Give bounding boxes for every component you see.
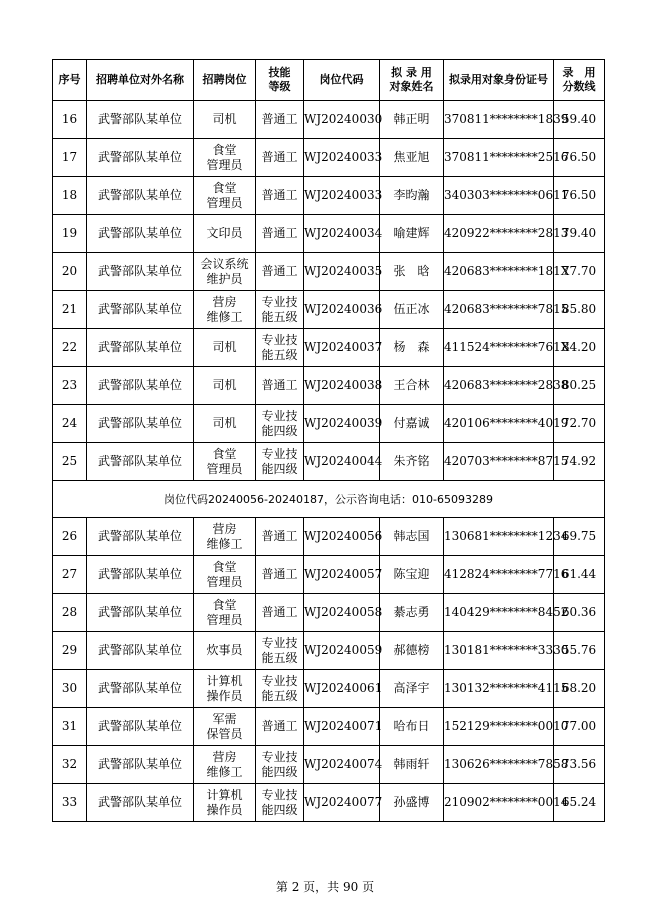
cell-score: 76.50 xyxy=(554,177,605,215)
cell-code: WJ20240030 xyxy=(304,101,380,139)
cell-skill: 普通工 xyxy=(256,253,304,291)
cell-code: WJ20240057 xyxy=(304,556,380,594)
table-row xyxy=(53,746,605,784)
header-position: 招聘岗位 xyxy=(194,60,256,101)
header-code: 岗位代码 xyxy=(304,60,380,101)
cell-skill: 普通工 xyxy=(256,518,304,556)
table-row xyxy=(53,443,605,481)
cell-score: 74.92 xyxy=(554,443,605,481)
cell-code: WJ20240044 xyxy=(304,443,380,481)
cell-id: 130181********3330 xyxy=(444,632,554,670)
cell-unit: 武警部队某单位 xyxy=(87,291,194,329)
cell-unit: 武警部队某单位 xyxy=(87,101,194,139)
cell-name: 朱齐铭 xyxy=(380,443,444,481)
cell-skill: 普通工 xyxy=(256,177,304,215)
header-skill: 技能 等级 xyxy=(256,60,304,101)
table-row xyxy=(53,784,605,822)
cell-score: 59.40 xyxy=(554,101,605,139)
cell-score: 68.20 xyxy=(554,670,605,708)
table-row xyxy=(53,670,605,708)
header-row xyxy=(53,60,605,101)
cell-skill: 普通工 xyxy=(256,215,304,253)
cell-unit: 武警部队某单位 xyxy=(87,784,194,822)
cell-code: WJ20240059 xyxy=(304,632,380,670)
table-row xyxy=(53,291,605,329)
cell-position: 营房 维修工 xyxy=(194,291,256,329)
page-footer: 第 2 页，共 90 页 xyxy=(275,880,375,894)
table-row xyxy=(53,594,605,632)
cell-unit: 武警部队某单位 xyxy=(87,367,194,405)
cell-seq: 25 xyxy=(53,443,87,481)
cell-position: 食堂 管理员 xyxy=(194,139,256,177)
cell-code: WJ20240056 xyxy=(304,518,380,556)
cell-id: 130132********4115 xyxy=(444,670,554,708)
cell-id: 420683********2838 xyxy=(444,367,554,405)
cell-code: WJ20240033 xyxy=(304,177,380,215)
cell-skill: 专业技 能五级 xyxy=(256,329,304,367)
cell-position: 司机 xyxy=(194,405,256,443)
cell-code: WJ20240077 xyxy=(304,784,380,822)
cell-skill: 专业技 能五级 xyxy=(256,670,304,708)
cell-score: 69.75 xyxy=(554,518,605,556)
cell-skill: 普通工 xyxy=(256,708,304,746)
cell-id: 411524********761X xyxy=(444,329,554,367)
cell-name: 喻建辉 xyxy=(380,215,444,253)
cell-score: 85.80 xyxy=(554,291,605,329)
cell-skill: 普通工 xyxy=(256,367,304,405)
cell-unit: 武警部队某单位 xyxy=(87,556,194,594)
cell-code: WJ20240036 xyxy=(304,291,380,329)
cell-skill: 专业技 能四级 xyxy=(256,443,304,481)
table-row xyxy=(53,556,605,594)
cell-id: 152129********0010 xyxy=(444,708,554,746)
cell-seq: 21 xyxy=(53,291,87,329)
cell-position: 炊事员 xyxy=(194,632,256,670)
cell-id: 340303********0611 xyxy=(444,177,554,215)
cell-position: 营房 维修工 xyxy=(194,518,256,556)
header-score: 录 用 分数线 xyxy=(554,60,605,101)
cell-id: 420683********181X xyxy=(444,253,554,291)
cell-unit: 武警部队某单位 xyxy=(87,708,194,746)
cell-seq: 31 xyxy=(53,708,87,746)
cell-unit: 武警部队某单位 xyxy=(87,329,194,367)
cell-id: 420922********2813 xyxy=(444,215,554,253)
cell-code: WJ20240034 xyxy=(304,215,380,253)
table-row xyxy=(53,367,605,405)
cell-score: 65.24 xyxy=(554,784,605,822)
cell-position: 计算机 操作员 xyxy=(194,670,256,708)
cell-position: 计算机 操作员 xyxy=(194,784,256,822)
cell-skill: 专业技 能五级 xyxy=(256,632,304,670)
cell-name: 陈宝迎 xyxy=(380,556,444,594)
cell-score: 60.36 xyxy=(554,594,605,632)
cell-skill: 专业技 能四级 xyxy=(256,405,304,443)
cell-id: 420106********4019 xyxy=(444,405,554,443)
table-row xyxy=(53,253,605,291)
header-unit: 招聘单位对外名称 xyxy=(87,60,194,101)
cell-unit: 武警部队某单位 xyxy=(87,632,194,670)
cell-unit: 武警部队某单位 xyxy=(87,139,194,177)
header-id: 拟录用对象身份证号 xyxy=(444,60,554,101)
cell-score: 77.00 xyxy=(554,708,605,746)
cell-seq: 28 xyxy=(53,594,87,632)
cell-seq: 23 xyxy=(53,367,87,405)
cell-name: 杨 森 xyxy=(380,329,444,367)
cell-seq: 33 xyxy=(53,784,87,822)
table-row xyxy=(53,518,605,556)
cell-seq: 32 xyxy=(53,746,87,784)
cell-unit: 武警部队某单位 xyxy=(87,405,194,443)
cell-skill: 普通工 xyxy=(256,139,304,177)
table-row xyxy=(53,101,605,139)
cell-skill: 普通工 xyxy=(256,594,304,632)
cell-skill: 普通工 xyxy=(256,556,304,594)
notice-text: 岗位代码20240056-20240187，公示咨询电话：010-65093289 xyxy=(53,481,605,518)
cell-position: 司机 xyxy=(194,101,256,139)
cell-name: 哈布日 xyxy=(380,708,444,746)
cell-position: 文印员 xyxy=(194,215,256,253)
cell-name: 綦志勇 xyxy=(380,594,444,632)
cell-score: 55.76 xyxy=(554,632,605,670)
cell-unit: 武警部队某单位 xyxy=(87,670,194,708)
notice-row xyxy=(53,481,605,518)
header-seq: 序号 xyxy=(53,60,87,101)
cell-seq: 18 xyxy=(53,177,87,215)
cell-code: WJ20240038 xyxy=(304,367,380,405)
cell-name: 李昀瀚 xyxy=(380,177,444,215)
cell-id: 370811********1839 xyxy=(444,101,554,139)
cell-id: 210902********0014 xyxy=(444,784,554,822)
cell-seq: 22 xyxy=(53,329,87,367)
cell-position: 军需 保管员 xyxy=(194,708,256,746)
cell-score: 79.40 xyxy=(554,215,605,253)
cell-unit: 武警部队某单位 xyxy=(87,518,194,556)
cell-position: 司机 xyxy=(194,367,256,405)
cell-skill: 专业技 能四级 xyxy=(256,746,304,784)
cell-seq: 24 xyxy=(53,405,87,443)
table-row xyxy=(53,708,605,746)
cell-seq: 16 xyxy=(53,101,87,139)
cell-name: 王合林 xyxy=(380,367,444,405)
cell-id: 370811********2516 xyxy=(444,139,554,177)
cell-score: 84.20 xyxy=(554,329,605,367)
cell-name: 高泽宇 xyxy=(380,670,444,708)
cell-code: WJ20240037 xyxy=(304,329,380,367)
cell-seq: 27 xyxy=(53,556,87,594)
table-row xyxy=(53,329,605,367)
results-table xyxy=(52,59,605,822)
cell-position: 司机 xyxy=(194,329,256,367)
cell-score: 61.44 xyxy=(554,556,605,594)
cell-name: 韩志国 xyxy=(380,518,444,556)
cell-position: 营房 维修工 xyxy=(194,746,256,784)
table-row xyxy=(53,177,605,215)
header-name: 拟 录 用 对象姓名 xyxy=(380,60,444,101)
cell-unit: 武警部队某单位 xyxy=(87,443,194,481)
table-body-b xyxy=(53,518,605,822)
cell-position: 食堂 管理员 xyxy=(194,443,256,481)
cell-code: WJ20240035 xyxy=(304,253,380,291)
cell-code: WJ20240061 xyxy=(304,670,380,708)
cell-id: 420683********7815 xyxy=(444,291,554,329)
cell-position: 食堂 管理员 xyxy=(194,556,256,594)
table-body-a xyxy=(53,101,605,481)
cell-name: 伍正冰 xyxy=(380,291,444,329)
cell-name: 韩雨轩 xyxy=(380,746,444,784)
notice-section xyxy=(53,481,605,518)
cell-code: WJ20240039 xyxy=(304,405,380,443)
cell-id: 140429********8452 xyxy=(444,594,554,632)
cell-seq: 26 xyxy=(53,518,87,556)
cell-position: 食堂 管理员 xyxy=(194,177,256,215)
cell-seq: 29 xyxy=(53,632,87,670)
cell-code: WJ20240074 xyxy=(304,746,380,784)
cell-id: 412824********7716 xyxy=(444,556,554,594)
cell-unit: 武警部队某单位 xyxy=(87,177,194,215)
cell-id: 420703********8715 xyxy=(444,443,554,481)
table-row xyxy=(53,632,605,670)
cell-name: 付嘉诚 xyxy=(380,405,444,443)
cell-unit: 武警部队某单位 xyxy=(87,746,194,784)
cell-score: 72.70 xyxy=(554,405,605,443)
cell-name: 焦亚旭 xyxy=(380,139,444,177)
cell-seq: 17 xyxy=(53,139,87,177)
cell-name: 韩正明 xyxy=(380,101,444,139)
cell-score: 73.56 xyxy=(554,746,605,784)
cell-score: 76.50 xyxy=(554,139,605,177)
cell-seq: 19 xyxy=(53,215,87,253)
cell-position: 会议系统 维护员 xyxy=(194,253,256,291)
cell-code: WJ20240071 xyxy=(304,708,380,746)
cell-name: 张 晗 xyxy=(380,253,444,291)
cell-name: 郝德榜 xyxy=(380,632,444,670)
cell-score: 80.25 xyxy=(554,367,605,405)
cell-position: 食堂 管理员 xyxy=(194,594,256,632)
cell-skill: 专业技 能四级 xyxy=(256,784,304,822)
table-row xyxy=(53,215,605,253)
cell-unit: 武警部队某单位 xyxy=(87,594,194,632)
cell-score: 77.70 xyxy=(554,253,605,291)
cell-id: 130681********1234 xyxy=(444,518,554,556)
cell-id: 130626********7858 xyxy=(444,746,554,784)
cell-unit: 武警部队某单位 xyxy=(87,215,194,253)
cell-code: WJ20240058 xyxy=(304,594,380,632)
cell-name: 孙盛博 xyxy=(380,784,444,822)
table-row xyxy=(53,405,605,443)
cell-skill: 专业技 能五级 xyxy=(256,291,304,329)
cell-code: WJ20240033 xyxy=(304,139,380,177)
cell-seq: 30 xyxy=(53,670,87,708)
table-row xyxy=(53,139,605,177)
cell-skill: 普通工 xyxy=(256,101,304,139)
cell-seq: 20 xyxy=(53,253,87,291)
cell-unit: 武警部队某单位 xyxy=(87,253,194,291)
